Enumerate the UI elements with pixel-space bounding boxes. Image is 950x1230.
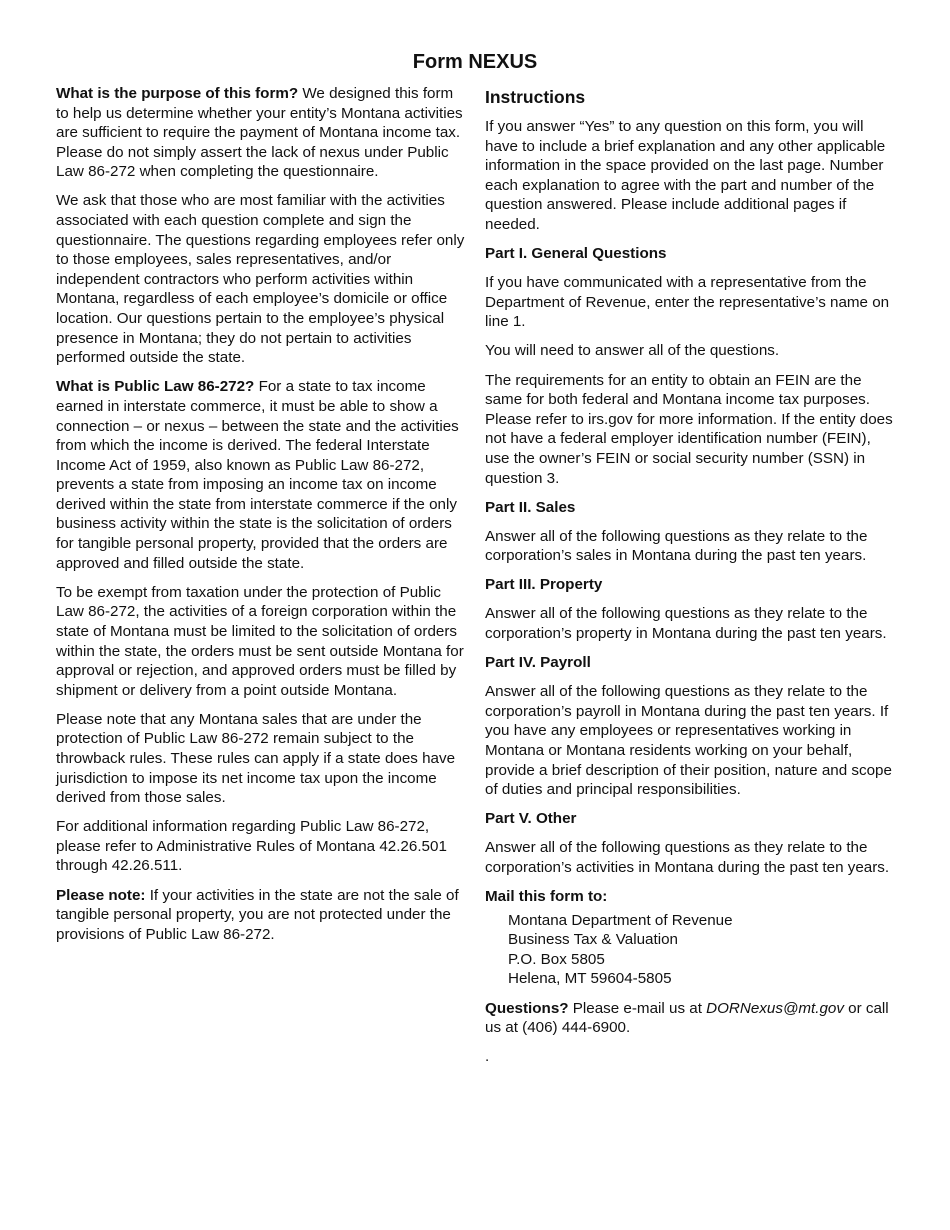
public-law-paragraph [56,377,466,573]
part1-paragraph-1: If you have communicated with a representative from the Department of Revenue, enter the representative’s name on line 1. [485,274,890,331]
part2-paragraph: Answer all of the following questions as they relate to the corporation’s sales in Montana during the past ten years. [485,527,868,565]
questions-text-2: or call us at (406) 444-6900. [485,999,889,1037]
part3-heading: Part III. Property [485,576,603,594]
exempt-paragraph: To be exempt from taxation under the protection of Public Law 86-272, the activities of a foreign corporation within the state of Montana must be limited to the solicitation of orders within the state, the orders must be sent outside Montana for approval or rejection, and approved orders must be filled by shipment or delivery from a point outside Montana. [56,583,464,699]
instructions-paragraph: If you answer “Yes” to any question on this form, you will have to include a brief explanation and any other applicable information in the space provided on the last page. Number each explanation to agree with the part and number of the question answered. Please include additional pages if needed. [485,118,886,233]
part2-heading: Part II. Sales [485,498,576,516]
questions-paragraph [485,999,897,1038]
questions-text-1: Please e-mail us at [568,999,707,1017]
additional-info-paragraph: For additional information regarding Public Law 86-272, please refer to Administrative Rules of Montana 42.26.501 through 42.26.511. [56,818,447,875]
familiar-paragraph: We ask that those who are most familiar with the activities associated with each question complete and sign the questionnaire. The questions regarding employees refer only to those employees, sales representatives, and/or independent contractors who perform activities within Montana, regardless of each employee’s domicile or office location. Our questions pertain to the employee’s physical presence in Montana; they do not pertain to activities performed outside the state. [56,192,465,367]
part5-paragraph: Answer all of the following questions as they relate to the corporation’s activities in Montana during the past ten years. [485,839,890,876]
part5-heading: Part V. Other [485,810,577,828]
page-title: Form NEXUS [412,51,538,73]
part1-paragraph-2: You will need to answer all of the questions. [485,342,780,360]
purpose-text: We designed this form to help us determine whether your entity’s Montana activities are sufficient to require the payment of Montana income tax. Please do not simply assert the lack of nexus under Public Law 86-272 when completing the questionnaire. [56,85,463,181]
address-line-4: Helena, MT 59604-5805 [508,970,672,988]
trailing-dot: . [485,1048,490,1066]
public-law-label: What is Public Law 86-272? [56,378,255,396]
part3-paragraph: Answer all of the following questions as they relate to the corporation’s property in Montana during the past ten years. [485,605,887,643]
part1-heading: Part I. General Questions [485,245,667,263]
public-law-text: For a state to tax income earned in interstate commerce, it must be able to show a connection – or nexus – between the state and the activities from which the income is derived. The federal Interstate Income Act of 1959, also known as Public Law 86-272, prevents a state from imposing an income tax on income derived within the state from interstate commerce if the only business activity within the state is the solicitation of orders for tangible personal property, provided that the orders are approved and filled outside the state. [56,378,459,572]
questions-label: Questions? [485,999,569,1017]
purpose-label: What is the purpose of this form? [56,85,299,102]
part4-heading: Part IV. Payroll [485,654,591,672]
mail-heading: Mail this form to: [485,888,608,906]
address-line-1: Montana Department of Revenue [508,911,733,929]
email-link[interactable]: DORNexus@mt.gov [706,999,844,1017]
purpose-paragraph [56,84,466,182]
part1-paragraph-3: The requirements for an entity to obtain an FEIN are the same for both federal and Montana income tax purposes. Please refer to irs.gov for more information. If the entity does not have a federal employer identification number (FEIN), use the owner’s FEIN or social security number (SSN) in question 3. [485,371,893,487]
throwback-paragraph: Please note that any Montana sales that are under the protection of Public Law 86-272 remain subject to the throwback rules. These rules can apply if a state does have jurisdiction to impose its net income tax upon the income derived from those sales. [56,710,456,807]
please-note-label: Please note: [56,886,146,904]
part4-paragraph: Answer all of the following questions as they relate to the corporation’s payroll in Montana during the past ten years. If you have any employees or representatives working in Montana or Montana residents working on your behalf, provide a brief description of their position, nature and scope of duties and principal responsibilities. [485,683,892,799]
address-line-3: P.O. Box 5805 [508,950,605,968]
please-note-text: If your activities in the state are not the sale of tangible personal property, you are not protected under the provisions of Public Law 86-272. [56,886,459,943]
please-note-paragraph [56,886,466,945]
mailing-address [508,911,897,989]
address-line-2: Business Tax & Valuation [508,931,678,949]
instructions-heading: Instructions [485,87,586,107]
left-column [56,84,466,954]
right-column [485,84,897,1076]
